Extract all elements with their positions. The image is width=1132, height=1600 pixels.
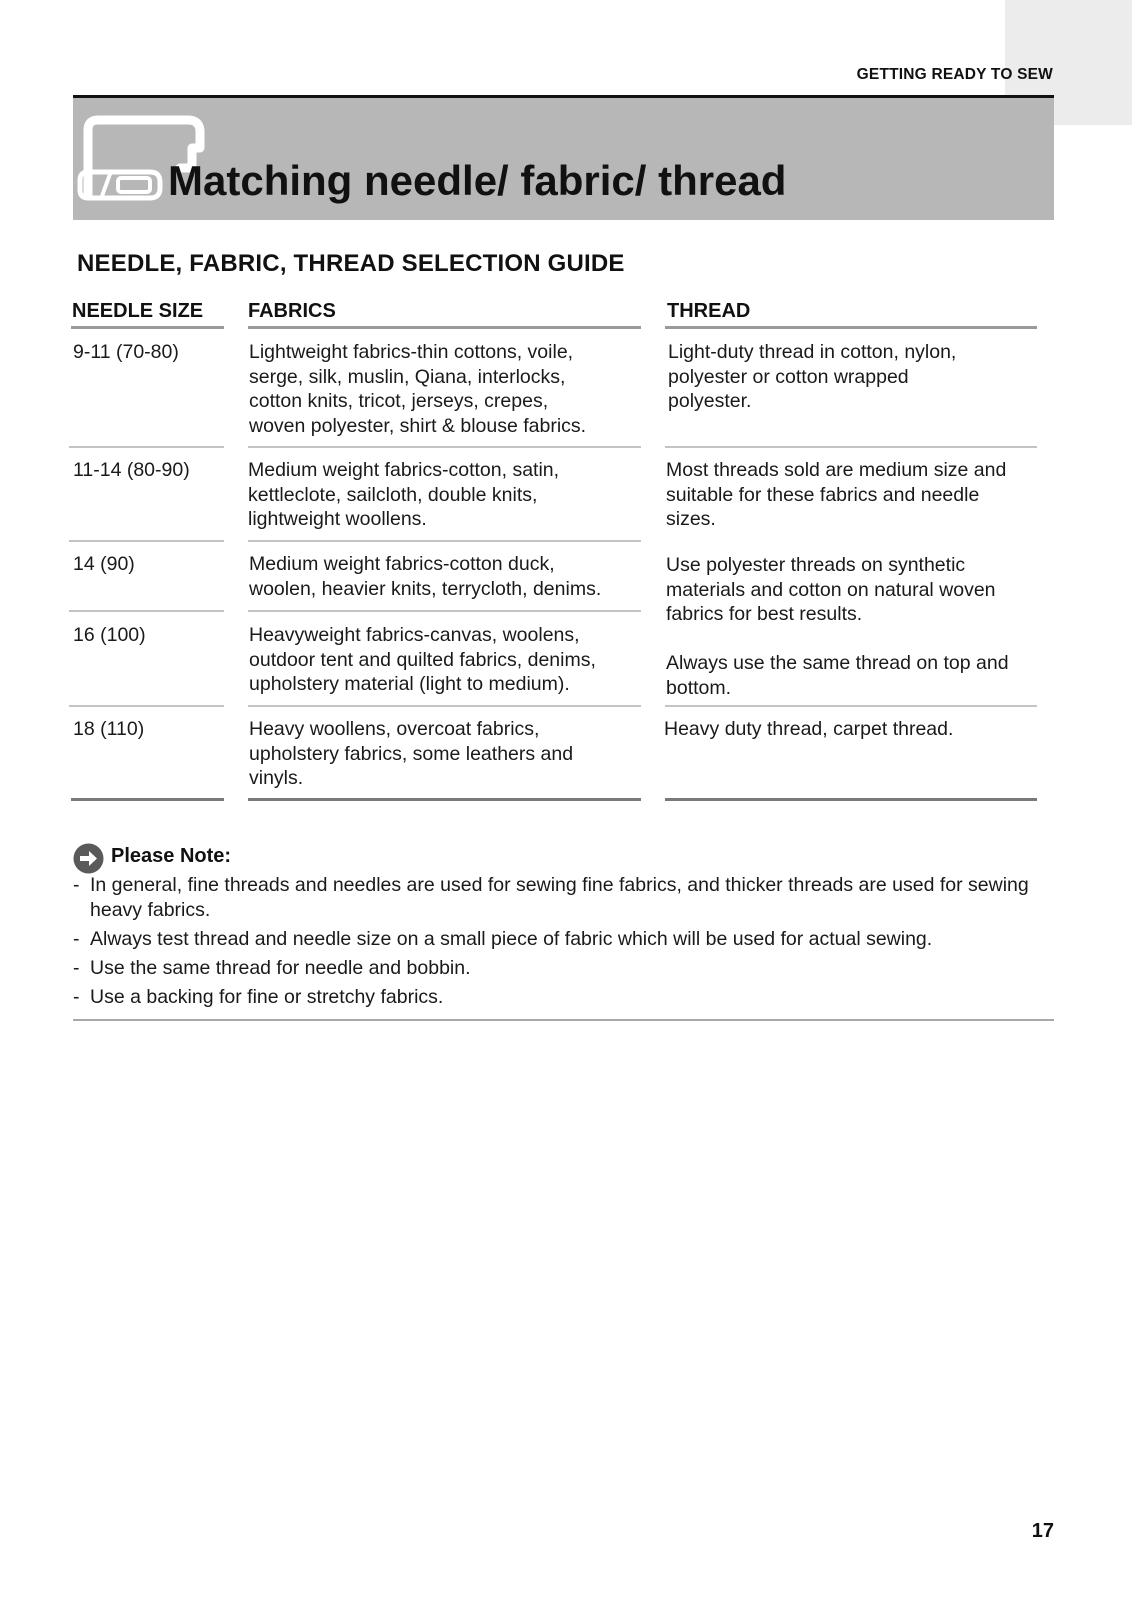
fabrics-line: kettleclote, sailcloth, double knits, xyxy=(248,483,538,506)
note-title: Please Note: xyxy=(111,845,232,867)
page-title: Matching needle/ fabric/ thread xyxy=(168,157,787,204)
header-rule-fabrics xyxy=(248,326,641,329)
arrow-right-circle-icon xyxy=(73,843,104,874)
row-divider xyxy=(69,610,224,612)
fabrics-line: woolen, heavier knits, terrycloth, denims. xyxy=(249,577,602,600)
fabrics-line: outdoor tent and quilted fabrics, denims, xyxy=(249,648,596,671)
needle-size-cell: 16 (100) xyxy=(73,624,146,646)
fabrics-cell xyxy=(249,717,573,791)
fabrics-line: Medium weight fabrics-cotton, satin, xyxy=(248,459,560,481)
column-header-thread: THREAD xyxy=(667,300,751,322)
fabrics-line: Heavy woollens, overcoat fabrics, xyxy=(249,718,540,740)
column-header-needle-size: NEEDLE SIZE xyxy=(72,300,204,322)
table-bottom-rule xyxy=(665,798,1037,801)
needle-size-cell: 9-11 (70-80) xyxy=(73,341,179,363)
needle-size-cell: 11-14 (80-90) xyxy=(73,459,190,481)
thread-line: materials and cotton on natural woven xyxy=(666,578,996,601)
row-divider xyxy=(248,705,641,707)
table-bottom-rule xyxy=(71,798,224,801)
thread-cell xyxy=(666,553,996,627)
section-header: GETTING READY TO SEW xyxy=(856,66,1053,83)
fabrics-cell xyxy=(249,552,601,601)
note-list xyxy=(73,873,1058,1014)
row-divider xyxy=(69,540,224,542)
thread-line: sizes. xyxy=(666,508,716,530)
row-divider xyxy=(248,610,641,612)
row-divider xyxy=(248,446,641,448)
row-divider xyxy=(69,705,224,707)
fabrics-cell xyxy=(249,623,596,697)
thread-line: Always use the same thread on top and xyxy=(666,652,1009,674)
row-divider xyxy=(69,446,224,448)
note-item: - Use the same thread for needle and bobbin. xyxy=(73,956,471,979)
fabrics-line: upholstery material (light to medium). xyxy=(249,673,570,695)
title-band xyxy=(73,95,1054,220)
table-bottom-rule xyxy=(248,798,641,801)
fabrics-cell xyxy=(249,340,586,438)
thread-cell xyxy=(666,458,1006,532)
row-divider xyxy=(248,540,641,542)
fabrics-line: vinyls. xyxy=(249,767,304,789)
note-divider xyxy=(73,1019,1054,1021)
thread-line: Light-duty thread in cotton, nylon, xyxy=(668,341,957,363)
note-item: - Use a backing for fine or stretchy fabrics. xyxy=(73,985,444,1008)
header-rule-needle xyxy=(71,326,224,329)
thread-cell xyxy=(666,651,1009,700)
page-number: 17 xyxy=(1031,1520,1054,1542)
thread-line: polyester. xyxy=(668,390,752,412)
fabrics-line: Medium weight fabrics-cotton duck, xyxy=(249,553,555,575)
needle-size-cell: 14 (90) xyxy=(73,553,135,575)
needle-size-cell: 18 (110) xyxy=(73,718,145,740)
note-item: - In general, fine threads and needles are used for sewing fine fabrics, and thicker threads are used for sewing heavy fabrics. xyxy=(73,874,1029,921)
header-rule-thread xyxy=(665,326,1037,329)
guide-heading: NEEDLE, FABRIC, THREAD SELECTION GUIDE xyxy=(77,250,625,277)
row-divider xyxy=(665,446,1037,448)
thread-line: suitable for these fabrics and needle xyxy=(666,483,980,506)
fabrics-line: Lightweight fabrics-thin cottons, voile, xyxy=(249,341,574,363)
note-item: - Always test thread and needle size on a small piece of fabric which will be used for actual sewing. xyxy=(73,927,933,950)
column-header-fabrics: FABRICS xyxy=(248,300,336,322)
thread-cell xyxy=(664,717,953,742)
thread-line: fabrics for best results. xyxy=(666,603,863,625)
row-divider xyxy=(665,705,1037,707)
fabrics-line: serge, silk, muslin, Qiana, interlocks, xyxy=(249,365,566,388)
fabrics-line: upholstery fabrics, some leathers and xyxy=(249,742,574,765)
fabrics-cell xyxy=(248,458,559,532)
fabrics-line: Heavyweight fabrics-canvas, woolens, xyxy=(249,624,580,646)
fabrics-line: cotton knits, tricot, jerseys, crepes, xyxy=(249,390,549,412)
fabrics-line: woven polyester, shirt & blouse fabrics. xyxy=(249,414,587,437)
fabrics-line: lightweight woollens. xyxy=(248,508,427,530)
thread-line: Most threads sold are medium size and xyxy=(666,459,1007,481)
thread-line: bottom. xyxy=(666,676,732,699)
thread-line: polyester or cotton wrapped xyxy=(668,365,909,388)
thread-line: Heavy duty thread, carpet thread. xyxy=(664,718,954,740)
thread-cell xyxy=(668,340,956,414)
thread-line: Use polyester threads on synthetic xyxy=(666,554,966,576)
